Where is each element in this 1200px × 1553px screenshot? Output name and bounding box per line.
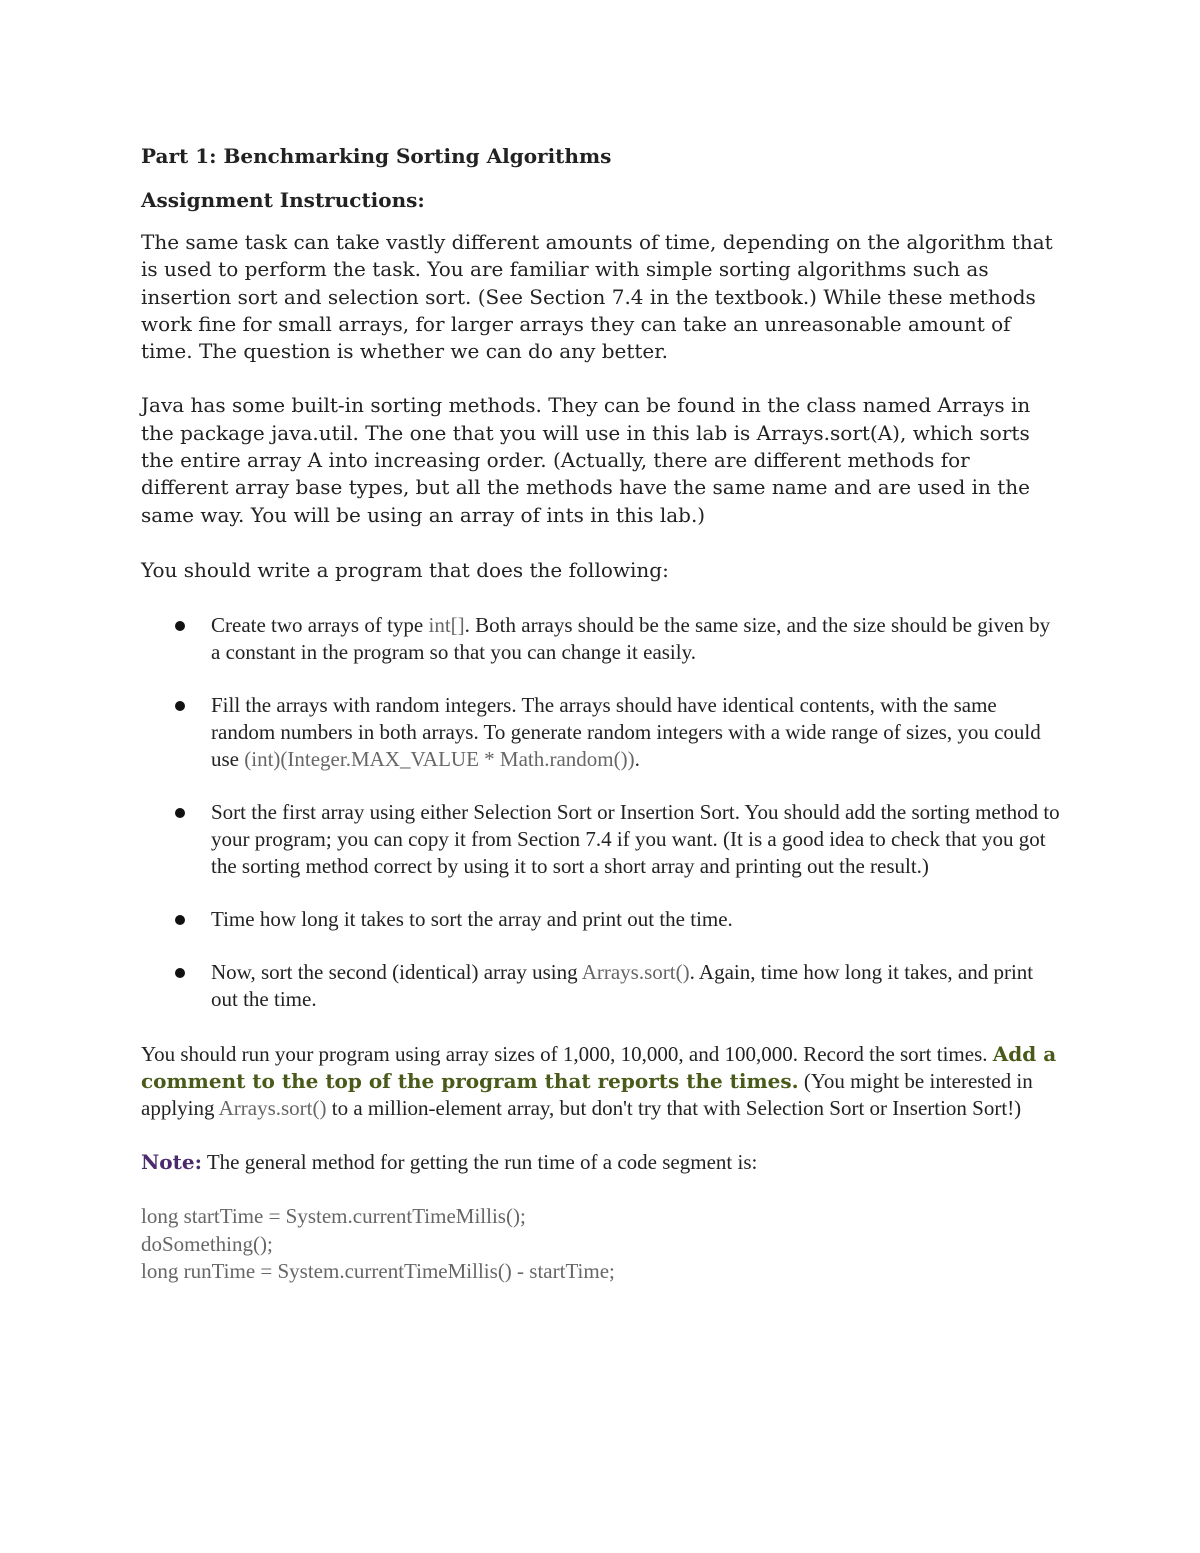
bullet-icon <box>175 808 185 818</box>
step-text: . Again, time how long it takes, and print out the time. <box>211 960 1034 1012</box>
step-text: Fill the arrays with random integers. The arrays should have identical contents, with the same random numbers in both arrays. To generate random integers with a wide range of sizes, you could use <box>211 693 1041 772</box>
code-line: doSomething(); <box>141 1231 273 1256</box>
code-line: long startTime = System.currentTimeMillis(); <box>141 1204 526 1229</box>
section-heading: Assignment Instructions: <box>141 188 425 212</box>
step-text: Create two arrays of type <box>211 613 429 638</box>
run-paragraph <box>141 1041 1061 1122</box>
bullet-icon <box>175 701 185 711</box>
step-text: Now, sort the second (identical) array using <box>211 960 582 985</box>
inline-code: (int)(Integer.MAX_VALUE * Math.random()) <box>244 747 635 772</box>
java-paragraph: Java has some built-in sorting methods. They can be found in the class named Arrays in the package java.util. The one that you will use in this lab is Arrays.sort(A), which sorts the entire array A into increasing order. (Actually, there are different methods for different array base types, but all the methods have the same name and are used in the same way. You will be using an array of ints in this lab.) <box>141 393 1031 527</box>
run-text: You should run your program using array sizes of 1,000, 10,000, and 100,000. Record the sort times. <box>141 1042 993 1067</box>
step-text: Time how long it takes to sort the array and print out the time. <box>211 907 733 932</box>
page-title: Part 1: Benchmarking Sorting Algorithms <box>141 144 612 168</box>
code-line: long runTime = System.currentTimeMillis() - startTime; <box>141 1259 615 1284</box>
list-item <box>141 906 1061 933</box>
note-text: The general method for getting the run time of a code segment is: <box>201 1150 758 1175</box>
step-text: Sort the first array using either Selection Sort or Insertion Sort. You should add the sorting method to your program; you can copy it from Section 7.4 if you want. (It is a good idea to check that you got the sorting method correct by using it to sort a short array and printing out the result.) <box>211 800 1060 879</box>
run-text: (You might be interested in applying <box>141 1069 1033 1121</box>
code-block <box>141 1203 1061 1286</box>
steps-list <box>141 612 1061 1013</box>
document-page <box>141 142 1061 1286</box>
inline-code: Arrays.sort() <box>218 1096 327 1121</box>
run-text: to a million-element array, but don't try that with Selection Sort or Insertion Sort!) <box>326 1096 1022 1121</box>
emphasis-text: Add a comment to the top of the program that reports the times. <box>141 1042 1057 1094</box>
bullet-icon <box>175 968 185 978</box>
inline-code: int[] <box>428 613 465 638</box>
note-label: Note: <box>141 1150 202 1175</box>
list-item <box>141 612 1061 666</box>
list-item <box>141 959 1061 1013</box>
list-item <box>141 799 1061 880</box>
instructions-lead: You should write a program that does the following: <box>141 557 669 582</box>
intro-paragraph: The same task can take vastly different amounts of time, depending on the algorithm that is used to perform the task. You are familiar with simple sorting algorithms such as insertion sort and selection sort. (See Section 7.4 in the textbook.) While these methods work fine for small arrays, for larger arrays they can take an unreasonable amount of time. The question is whether we can do any better. <box>141 230 1053 364</box>
step-text: . Both arrays should be the same size, and the size should be given by a constant in the program so that you can change it easily. <box>211 613 1051 665</box>
bullet-icon <box>175 621 185 631</box>
inline-code: Arrays.sort() <box>581 960 690 985</box>
note-paragraph <box>141 1149 1061 1176</box>
bullet-icon <box>175 915 185 925</box>
list-item <box>141 692 1061 773</box>
step-text: . <box>634 747 640 772</box>
